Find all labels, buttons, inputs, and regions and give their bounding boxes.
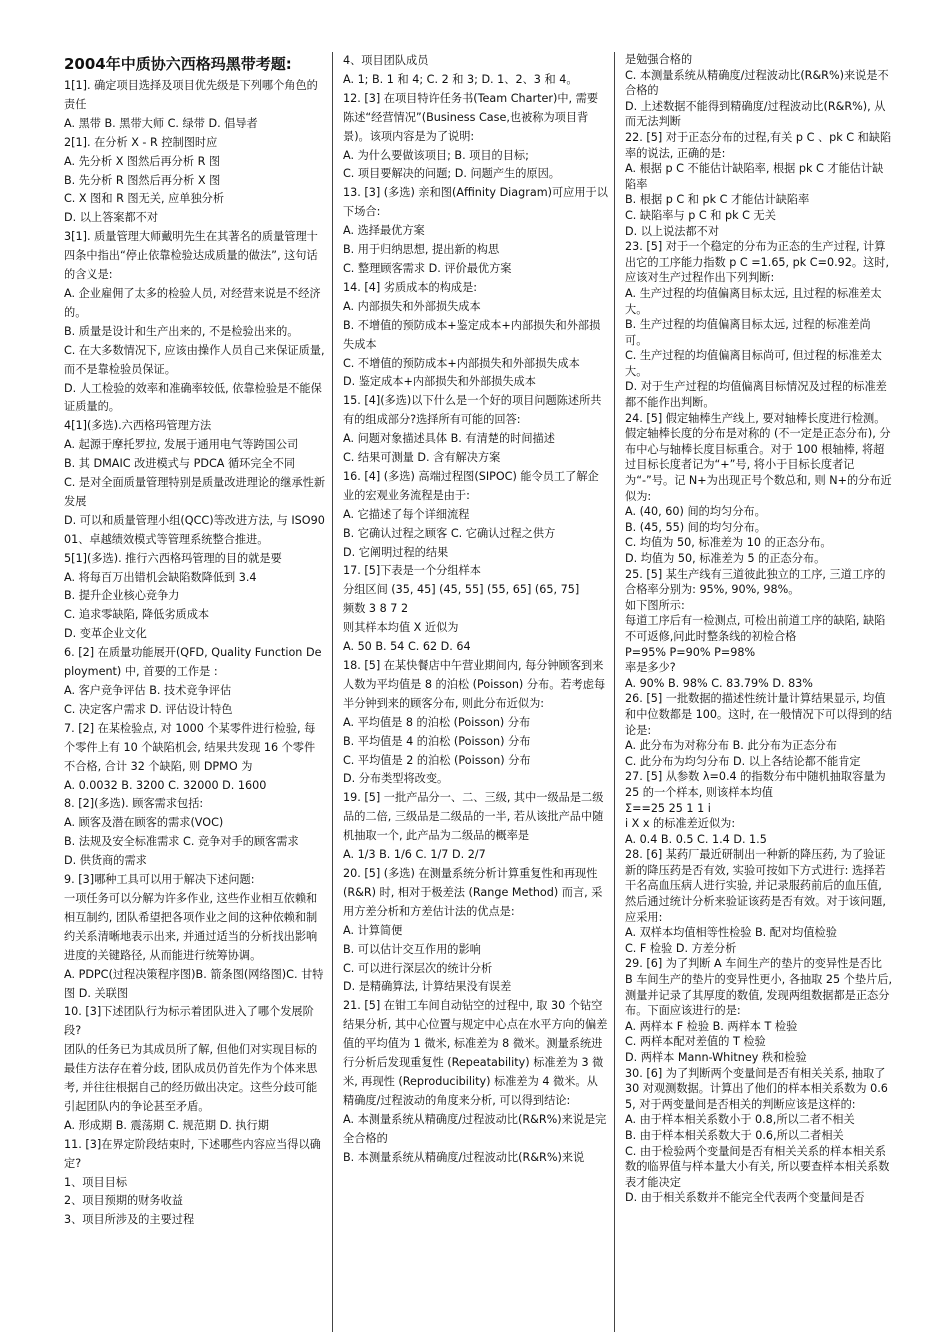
question-text-line: 21. [5] 在钳工车间自动钻空的过程中, 取 30 个钻空结果分析, 其中心位置与规定中心点在水平方向的偏差值的平均值为 1 微米, 标准差为 8 微米。测量系统进行分析后发现重复性 (Repeatability) 标准差为 3 微米, 再现性 (Reproducibility) 标准差为 4 微米。从精确度/过程波动的角度来分析, 可以得到结论:	[343, 999, 608, 1107]
question-text-line: D. 由于相关系数并不能完全代表两个变量间是否	[625, 1191, 865, 1205]
column-2-text	[343, 52, 608, 1167]
question-text-line: C. 可以进行深层次的统计分析	[343, 961, 493, 975]
question-text-line: D. 它阐明过程的结果	[343, 545, 449, 559]
question-text-line: C. 平均值是 2 的泊松 (Poisson) 分布	[343, 753, 531, 767]
question-text-line: C. 缺陷率与 p C 和 pk C 无关	[625, 208, 776, 222]
question-text-line: C. 整理顾客需求 D. 评价最优方案	[343, 261, 512, 275]
question-text-line: 则其样本均值 X 近似为	[343, 621, 459, 635]
question-text-line: B. 可以估计交互作用的影响	[343, 942, 481, 956]
question-text-line: D. 对于生产过程的均值偏离目标情况及过程的标准差都不能作出判断。	[625, 380, 887, 410]
question-text-line: 29. [6] 为了判断 A 车间生产的垫片的变异性是否比 B 车间生产的垫片的变异性更小, 各抽取 25 个垫片后, 测量并记录了其厚度的数值, 发现两组数据都是正态分布。下面应该进行的是:	[625, 957, 892, 1018]
question-text-line: A. 双样本均值相等性检验 B. 配对均值检验	[625, 926, 837, 940]
question-text-line: C. 项目要解决的问题; D. 问题产生的原因。	[343, 167, 560, 181]
question-text-line: 2、项目预期的财务收益	[64, 1194, 183, 1208]
question-text-line: A. 平均值是 8 的泊松 (Poisson) 分布	[343, 715, 531, 729]
question-text-line: D. 供货商的需求	[64, 854, 147, 868]
question-text-line: A. 黑带 B. 黑带大师 C. 绿带 D. 倡导者	[64, 116, 258, 130]
question-text-line: 3、项目所涉及的主要过程	[64, 1213, 195, 1227]
question-text-line: B. 不增值的预防成本+鉴定成本+内部损失和外部损失成本	[343, 318, 601, 351]
question-text-line: C. F 检验 D. 方差分析	[625, 941, 737, 955]
question-text-line: A. 顾客及潜在顾客的需求(VOC)	[64, 816, 224, 830]
question-text-line: D. 鉴定成本+内部损失和外部损失成本	[343, 375, 536, 389]
question-text-line: B. 本测量系统从精确度/过程波动比(R&R%)来说	[343, 1150, 585, 1164]
question-text-line: 14. [4] 劣质成本的构成是:	[343, 280, 478, 294]
question-text-line: A. 计算简便	[343, 923, 403, 937]
question-text-line: C. 在大多数情况下, 应该由操作人员自己来保证质量, 而不是靠检验员保证。	[64, 343, 325, 376]
question-text-line: A. 本测量系统从精确度/过程波动比(R&R%)来说是完全合格的	[343, 1112, 607, 1145]
question-text-line: C. 追求零缺陷, 降低劣质成本	[64, 608, 210, 622]
question-text-line: 10. [3]下述团队行为标示着团队进入了哪个发展阶段?	[64, 1005, 314, 1038]
question-text-line: B. 由于样本相关系数大于 0.6,所以二者相关	[625, 1128, 844, 1142]
question-text-line: 24. [5] 假定轴棒生产线上, 要对轴棒长度进行检测。假定轴棒长度的分布是对称的 (不一定是正态分布), 分布中心与轴棒长度目标重合。对于 100 根轴棒, 将超过目标长度者记为“+”号, 将小于目标长度者记为“-”号。记 N+为出现正号个数总和, 则 N+的分布近似为:	[625, 411, 892, 503]
question-text-line: 8. [2](多选). 顾客需求包括:	[64, 797, 204, 811]
question-text-line: C. 本测量系统从精确度/过程波动比(R&R%)来说是不合格的	[625, 68, 889, 98]
question-text-line: C. 生产过程的均值偏离目标尚可, 但过程的标准差太大。	[625, 349, 882, 378]
question-text-line: A. (40, 60) 间的均匀分布。	[625, 505, 766, 519]
column-2	[332, 52, 614, 1332]
question-text-line: D. 可以和质量管理小组(QCC)等改进方法, 与 ISO9001、卓越绩效模式等管理系统整合推进。	[64, 513, 325, 546]
question-text-line: A. 两样本 F 检验 B. 两样本 T 检验	[625, 1019, 798, 1033]
question-text-line: 15. [4](多选)以下什么是一个好的项目问题陈述所共有的组成部分?选择所有可能的回答:	[343, 394, 602, 427]
question-text-line: 7. [2] 在某检验点, 对 1000 个某零件进行检验, 每个零件上有 10 个缺陷机会, 结果共发现 16 个零件不合格, 合计 32 个缺陷, 则 DPMO 为	[64, 721, 316, 773]
question-text-line: C. 两样本配对差值的 T 检验	[625, 1035, 766, 1049]
question-text-line: 23. [5] 对于一个稳定的分布为正态的生产过程, 计算出它的工序能力指数 p C =1.65, pk C=0.92。这时, 应该对生产过程作出下列判断:	[625, 240, 890, 285]
question-text-line: A. 根据 p C 不能估计缺陷率, 根据 pk C 才能估计缺陷率	[625, 162, 884, 191]
question-text-line: 2[1]. 在分析 X - R 控制图时应	[64, 135, 218, 149]
question-text-line: A. 50 B. 54 C. 62 D. 64	[343, 640, 471, 654]
question-text-line: 是勉强合格的	[625, 53, 693, 66]
question-text-line: 28. [6] 某药厂最近研制出一种新的降压药, 为了验证新的降压药是否有效, 实验可按如下方式进行: 选择若干名高血压病人进行实验, 并记录服药前后的血压值, 然后通过统计分析来验证该药是否有效。对于该问题,应采用:	[625, 848, 886, 924]
question-text-line: D. 人工检验的效率和准确率较低, 依靠检验是不能保证质量的。	[64, 381, 322, 414]
question-text-line: D. 以上说法都不对	[625, 224, 720, 238]
question-text-line: C. 均值为 50, 标准差为 10 的正态分布。	[625, 536, 832, 550]
question-text-line: 分组区间 (35, 45] (45, 55] (55, 65] (65, 75]	[343, 583, 580, 597]
question-text-line: 率是多少?	[625, 661, 676, 675]
question-text-line: A. 问题对象描述具体 B. 有清楚的时间描述	[343, 432, 555, 446]
question-text-line: 19. [5] 一批产品分一、二、三级, 其中一级品是二级品的二倍, 三级品是二级品的一半, 若从该批产品中随机抽取一个, 此产品为二级品的概率是	[343, 791, 604, 843]
question-text-line: B. 生产过程的均值偏离目标太远, 过程的标准差尚可。	[625, 318, 871, 347]
question-text-line: 1[1]. 确定项目选择及项目优先级是下列哪个角色的责任	[64, 79, 318, 111]
question-text-line: B. 根据 p C 和 pk C 才能估计缺陷率	[625, 193, 810, 207]
question-text-line: 6. [2] 在质量功能展开(QFD, Quality Function Deployment) 中, 首要的工作是 :	[64, 646, 322, 679]
question-text-line: A. 为什么要做该项目; B. 项目的目标;	[343, 148, 529, 162]
column-1-text	[64, 77, 326, 1230]
question-text-line: B. 法规及安全标准需求 C. 竞争对手的顾客需求	[64, 835, 299, 849]
question-text-line: Σ==25 25 1 1 i	[625, 801, 711, 815]
question-text-line: D. 以上答案都不对	[64, 211, 159, 225]
question-text-line: B. 先分析 R 图然后再分析 X 图	[64, 173, 221, 187]
question-text-line: C. 由于检验两个变量间是否有相关关系的样本相关系数的临界值与样本量大小有关, 所以要查样本相关系数表才能决定	[625, 1144, 890, 1189]
question-text-line: A. 90% B. 98% C. 83.79% D. 83%	[625, 676, 813, 690]
question-text-line: 18. [5] 在某快餐店中午营业期间内, 每分钟顾客到来人数为平均值是 8 的泊松 (Poisson) 分布。若考虑每半分钟到来的顾客分布, 则此分布近似为:	[343, 659, 606, 710]
question-text-line: 25. [5] 某生产线有三道彼此独立的工序, 三道工序的合格率分别为: 95%, 90%, 98%。	[625, 567, 886, 597]
question-text-line: A. 形成期 B. 震荡期 C. 规范期 D. 执行期	[64, 1118, 269, 1132]
question-text-line: D. 两样本 Mann-Whitney 秩和检验	[625, 1051, 807, 1064]
question-text-line: D. 均值为 50, 标准差为 5 的正态分布。	[625, 552, 826, 565]
question-text-line: 每道工序后有一检测点, 可检出前道工序的缺陷, 缺陷不可返修,问此时整条线的初检合格	[625, 614, 886, 643]
question-text-line: 22. [5] 对于正态分布的过程,有关 p C 、pk C 和缺陷率的说法, 正确的是:	[625, 130, 892, 160]
question-text-line: B. 质量是设计和生产出来的, 不是检验出来的。	[64, 324, 299, 338]
column-3-text	[625, 52, 892, 1206]
question-text-line: 11. [3]在界定阶段结束时, 下述哪些内容应当得以确定?	[64, 1137, 321, 1170]
question-text-line: 团队的任务已为其成员所了解, 但他们对实现目标的最佳方法存在着分歧, 团队成员仍首先作为个体来思考, 并往往根据自己的经历做出决定。这些分歧可能引起团队内的争论甚至矛盾。	[64, 1043, 318, 1113]
question-text-line: C. 决定客户需求 D. 评估设计特色	[64, 702, 233, 716]
question-text-line: 4[1](多选).六西格玛管理方法	[64, 419, 212, 433]
question-text-line: B. 提升企业核心竞争力	[64, 589, 180, 603]
question-text-line: A. 起源于摩托罗拉, 发展于通用电气等跨国公司	[64, 438, 299, 452]
question-text-line: 27. [5] 从参数 λ=0.4 的指数分布中随机抽取容量为 25 的一个样本, 则该样本均值	[625, 770, 886, 799]
column-3	[614, 52, 892, 1332]
question-text-line: A. PDPC(过程决策程序图)B. 箭条图(网络图)C. 甘特图 D. 关联图	[64, 967, 324, 1000]
question-text-line: 9. [3]哪种工具可以用于解决下述问题:	[64, 873, 255, 887]
question-text-line: A. 此分布为对称分布 B. 此分布为正态分布	[625, 739, 837, 753]
question-text-line: A. 由于样本相关系数小于 0.8,所以二者不相关	[625, 1113, 855, 1127]
question-text-line: 16. [4] (多选) 高端过程图(SIPOC) 能令员工了解企业的宏观业务流程是由于:	[343, 469, 599, 502]
question-text-line: i X x 的标准差近似为:	[625, 817, 736, 831]
question-text-line: 12. [3] 在项目特许任务书(Team Charter)中, 需要陈述“经营情况”(Business Case,也被称为项目背景)。该项内容是为了说明:	[343, 91, 599, 143]
question-text-line: A. 内部损失和外部损失成本	[343, 299, 481, 313]
question-text-line: 如下图所示:	[625, 598, 685, 612]
question-text-line: C. 结果可测量 D. 含有解决方案	[343, 451, 501, 465]
question-text-line: A. 它描述了每个详细流程	[343, 507, 470, 521]
question-text-line: 3[1]. 质量管理大师戴明先生在其著名的质量管理十四条中指出“停止依靠检验达成质量的做法”, 这句话的含义是:	[64, 230, 318, 282]
question-text-line: 一项任务可以分解为许多作业, 这些作业相互依赖和相互制约, 团队希望把各项作业之间的这种依赖和制约关系清晰地表示出来, 并通过适当的分析找出影响进度的关键路径, 从而能进行统筹协调。	[64, 891, 318, 962]
question-text-line: D. 上述数据不能得到精确度/过程波动比(R&R%), 从而无法判断	[625, 99, 886, 129]
column-1	[64, 52, 332, 1332]
question-text-line: A. 将每百万出错机会缺陷数降低到 3.4	[64, 570, 257, 584]
question-text-line: A. 选择最优方案	[343, 224, 425, 238]
question-text-line: B. 它确认过程之顾客 C. 它确认过程之供方	[343, 526, 556, 540]
question-text-line: A. 0.4 B. 0.5 C. 1.4 D. 1.5	[625, 832, 767, 846]
question-text-line: C. X 图和 R 图无关, 应单独分析	[64, 192, 225, 206]
question-text-line: B. 用于归纳思想, 提出新的构思	[343, 243, 500, 257]
question-text-line: B. 其 DMAIC 改进模式与 PDCA 循环完全不同	[64, 457, 296, 471]
question-text-line: D. 分布类型将改变。	[343, 772, 449, 786]
question-text-line: 26. [5] 一批数据的描述性统计量计算结果显示, 均值和中位数都是 100。这时, 在一般情况下可以得到的结论是:	[625, 692, 892, 737]
question-text-line: C. 不增值的预防成本+内部损失和外部损失成本	[343, 356, 580, 370]
question-text-line: A. 0.0032 B. 3200 C. 32000 D. 1600	[64, 778, 267, 792]
question-text-line: 5[1](多选). 推行六西格玛管理的目的就是要	[64, 551, 282, 565]
question-text-line: B. 平均值是 4 的泊松 (Poisson) 分布	[343, 734, 531, 748]
question-text-line: 频数 3 8 7 2	[343, 602, 409, 616]
question-text-line: B. (45, 55) 间的均匀分布。	[625, 520, 766, 534]
question-text-line: 4、项目团队成员	[343, 54, 429, 67]
question-text-line: A. 企业雇佣了太多的检验人员, 对经营来说是不经济的。	[64, 286, 321, 319]
question-text-line: 17. [5]下表是一个分组样本	[343, 564, 481, 578]
document-title: 2004年中质协六西格玛黑带考题:	[64, 55, 292, 73]
question-text-line: 30. [6] 为了判断两个变量间是否有相关关系, 抽取了 30 对观测数据。计算出了他们的样本相关系数为 0.65, 对于两变量间是否相关的判断应该是这样的:	[625, 1066, 888, 1111]
question-text-line: A. 先分析 X 图然后再分析 R 图	[64, 154, 221, 168]
question-text-line: A. 客户竞争评估 B. 技术竞争评估	[64, 684, 232, 697]
question-text-line: A. 生产过程的均值偏离目标太远, 且过程的标准差太大。	[625, 286, 882, 316]
question-text-line: C. 是对全面质量管理特别是质量改进理论的继承性新发展	[64, 476, 326, 508]
question-text-line: D. 是精确算法, 计算结果没有误差	[343, 980, 512, 994]
question-text-line: D. 变革企业文化	[64, 627, 147, 641]
question-text-line: A. 1; B. 1 和 4; C. 2 和 3; D. 1、2、3 和 4。	[343, 72, 578, 86]
question-text-line: 1、项目目标	[64, 1175, 128, 1189]
question-text-line: P=95% P=90% P=98%	[625, 645, 756, 659]
question-text-line: 20. [5] (多选) 在测量系统分析计算重复性和再现性 (R&R) 时, 相对于极差法 (Range Method) 而言, 采用方差分析和方差估计法的优点是:	[343, 866, 603, 918]
question-text-line: A. 1/3 B. 1/6 C. 1/7 D. 2/7	[343, 848, 486, 862]
question-text-line: C. 此分布为均匀分布 D. 以上各结论都不能肯定	[625, 754, 861, 768]
question-text-line: 13. [3] (多选) 亲和图(Affinity Diagram)可应用于以下场合:	[343, 186, 608, 219]
three-column-layout	[64, 52, 892, 1332]
